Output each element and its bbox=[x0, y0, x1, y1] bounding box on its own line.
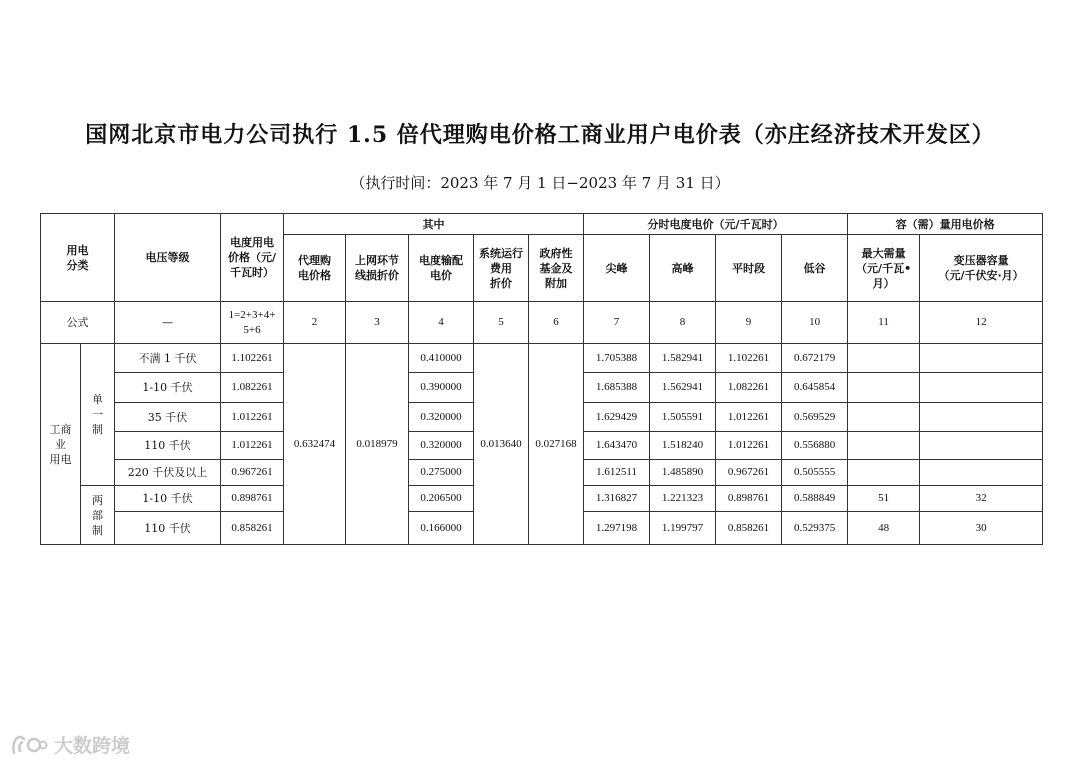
flat-cell: 1.012261 bbox=[716, 403, 782, 432]
max-demand-cell bbox=[848, 432, 920, 460]
header-tou: 分时电度电价（元/千瓦时） bbox=[584, 214, 848, 235]
transformer-cell: 32 bbox=[920, 486, 1043, 512]
formula-voltage: — bbox=[115, 302, 221, 344]
header-max-demand: 最大需量 （元/千瓦•月） bbox=[848, 235, 920, 302]
peak-cell: 1.562941 bbox=[650, 373, 716, 403]
formula-col: 8 bbox=[650, 302, 716, 344]
voltage-cell: 1-10 千伏 bbox=[115, 486, 221, 512]
kwh-price-cell: 1.082261 bbox=[221, 373, 284, 403]
peak-cell: 1.221323 bbox=[650, 486, 716, 512]
header-proxy: 代理购 电价格 bbox=[284, 235, 346, 302]
kwh-price-cell: 0.898761 bbox=[221, 486, 284, 512]
system-cost-cell: 0.013640 bbox=[474, 344, 529, 545]
transformer-cell bbox=[920, 403, 1043, 432]
voltage-cell: 1-10 千伏 bbox=[115, 373, 221, 403]
two-part-system-label: 两 部 制 bbox=[81, 486, 115, 545]
peak-cell: 1.505591 bbox=[650, 403, 716, 432]
kwh-price-cell: 1.012261 bbox=[221, 432, 284, 460]
transmission-cell: 0.206500 bbox=[409, 486, 474, 512]
kwh-price-cell: 0.967261 bbox=[221, 460, 284, 486]
sharp-cell: 1.316827 bbox=[584, 486, 650, 512]
flat-cell: 0.967261 bbox=[716, 460, 782, 486]
header-of-which: 其中 bbox=[284, 214, 584, 235]
kwh-price-cell: 0.858261 bbox=[221, 512, 284, 545]
valley-cell: 0.588849 bbox=[782, 486, 848, 512]
formula-label: 公式 bbox=[41, 302, 115, 344]
header-capacity: 容（需）量用电价格 bbox=[848, 214, 1043, 235]
header-sharp: 尖峰 bbox=[584, 235, 650, 302]
formula-col: 5 bbox=[474, 302, 529, 344]
max-demand-cell bbox=[848, 403, 920, 432]
max-demand-cell bbox=[848, 344, 920, 373]
valley-cell: 0.505555 bbox=[782, 460, 848, 486]
voltage-cell: 110 千伏 bbox=[115, 512, 221, 545]
valley-cell: 0.672179 bbox=[782, 344, 848, 373]
peak-cell: 1.582941 bbox=[650, 344, 716, 373]
formula-col: 9 bbox=[716, 302, 782, 344]
max-demand-cell: 51 bbox=[848, 486, 920, 512]
formula-col: 10 bbox=[782, 302, 848, 344]
transformer-cell bbox=[920, 432, 1043, 460]
formula-row bbox=[41, 302, 1043, 344]
voltage-cell: 不满 1 千伏 bbox=[115, 344, 221, 373]
header-voltage: 电压等级 bbox=[115, 214, 221, 302]
kwh-price-cell: 1.012261 bbox=[221, 403, 284, 432]
sharp-cell: 1.643470 bbox=[584, 432, 650, 460]
header-transmission: 电度输配 电价 bbox=[409, 235, 474, 302]
header-peak: 高峰 bbox=[650, 235, 716, 302]
transmission-cell: 0.390000 bbox=[409, 373, 474, 403]
formula-col: 4 bbox=[409, 302, 474, 344]
formula-col: 2 bbox=[284, 302, 346, 344]
valley-cell: 0.556880 bbox=[782, 432, 848, 460]
max-demand-cell: 48 bbox=[848, 512, 920, 545]
sharp-cell: 1.705388 bbox=[584, 344, 650, 373]
formula-col: 11 bbox=[848, 302, 920, 344]
watermark bbox=[10, 731, 130, 758]
header-system-cost: 系统运行 费用 折价 bbox=[474, 235, 529, 302]
transmission-cell: 0.320000 bbox=[409, 432, 474, 460]
transmission-cell: 0.320000 bbox=[409, 403, 474, 432]
sharp-cell: 1.612511 bbox=[584, 460, 650, 486]
sharp-cell: 1.685388 bbox=[584, 373, 650, 403]
transformer-cell bbox=[920, 373, 1043, 403]
sharp-cell: 1.297198 bbox=[584, 512, 650, 545]
transformer-cell bbox=[920, 344, 1043, 373]
flat-cell: 1.012261 bbox=[716, 432, 782, 460]
gov-fund-cell: 0.027168 bbox=[529, 344, 584, 545]
transmission-cell: 0.410000 bbox=[409, 344, 474, 373]
page-title: 国网北京市电力公司执行 1.5 倍代理购电价格工商业用户电价表（亦庄经济技术开发区） bbox=[85, 122, 995, 148]
flat-cell: 0.898761 bbox=[716, 486, 782, 512]
valley-cell: 0.645854 bbox=[782, 373, 848, 403]
peak-cell: 1.485890 bbox=[650, 460, 716, 486]
header-loss: 上网环节 线损折价 bbox=[346, 235, 409, 302]
formula-col: 1=2+3+4+ 5+6 bbox=[221, 302, 284, 344]
page-subtitle: （执行时间：2023 年 7 月 1 日−2023 年 7 月 31 日） bbox=[350, 174, 730, 192]
header-gov-fund: 政府性 基金及 附加 bbox=[529, 235, 584, 302]
line-loss-cell: 0.018979 bbox=[346, 344, 409, 545]
header-kwh-price: 电度用电 价格（元/ 千瓦时） bbox=[221, 214, 284, 302]
kwh-price-cell: 1.102261 bbox=[221, 344, 284, 373]
formula-col: 12 bbox=[920, 302, 1043, 344]
header-valley: 低谷 bbox=[782, 235, 848, 302]
peak-cell: 1.518240 bbox=[650, 432, 716, 460]
voltage-cell: 110 千伏 bbox=[115, 432, 221, 460]
watermark-text: 大数跨境 bbox=[54, 735, 131, 757]
proxy-price-cell: 0.632474 bbox=[284, 344, 346, 545]
valley-cell: 0.569529 bbox=[782, 403, 848, 432]
formula-col: 6 bbox=[529, 302, 584, 344]
flat-cell: 0.858261 bbox=[716, 512, 782, 545]
watermark-logo-icon bbox=[10, 733, 48, 757]
formula-col: 3 bbox=[346, 302, 409, 344]
peak-cell: 1.199797 bbox=[650, 512, 716, 545]
flat-cell: 1.082261 bbox=[716, 373, 782, 403]
transformer-cell bbox=[920, 460, 1043, 486]
max-demand-cell bbox=[848, 373, 920, 403]
transmission-cell: 0.275000 bbox=[409, 460, 474, 486]
category-label: 工商 业 用电 bbox=[41, 344, 81, 545]
header-category: 用电 分类 bbox=[41, 214, 115, 302]
header-flat: 平时段 bbox=[716, 235, 782, 302]
transformer-cell: 30 bbox=[920, 512, 1043, 545]
formula-col: 7 bbox=[584, 302, 650, 344]
price-table bbox=[40, 213, 1043, 545]
sharp-cell: 1.629429 bbox=[584, 403, 650, 432]
table-row bbox=[41, 344, 1043, 373]
max-demand-cell bbox=[848, 460, 920, 486]
valley-cell: 0.529375 bbox=[782, 512, 848, 545]
single-system-label: 单 一 制 bbox=[81, 344, 115, 486]
transmission-cell: 0.166000 bbox=[409, 512, 474, 545]
voltage-cell: 35 千伏 bbox=[115, 403, 221, 432]
header-transformer: 变压器容量 （元/千伏安·月） bbox=[920, 235, 1043, 302]
flat-cell: 1.102261 bbox=[716, 344, 782, 373]
voltage-cell: 220 千伏及以上 bbox=[115, 460, 221, 486]
